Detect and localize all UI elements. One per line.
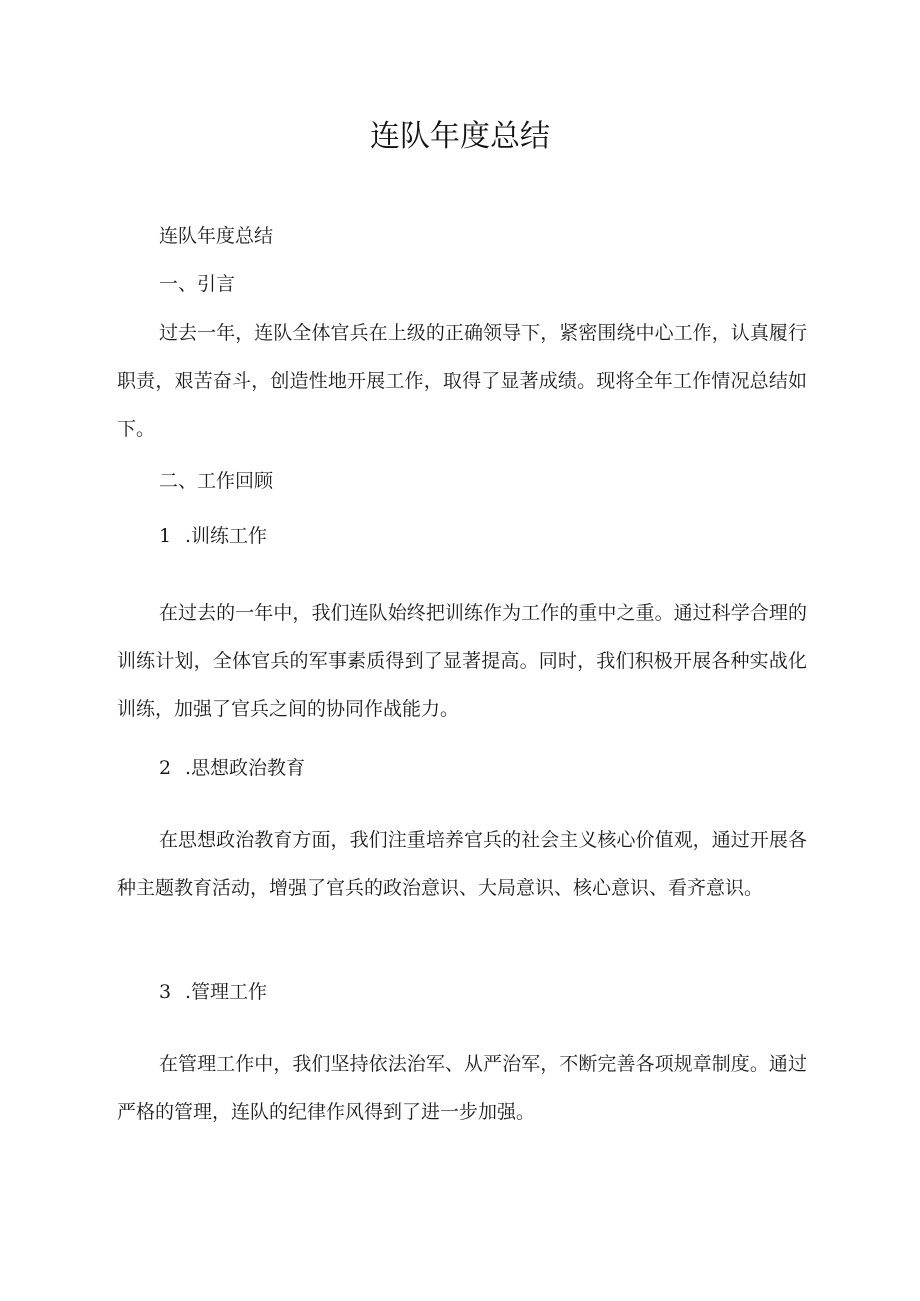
paragraph-political-education: 在思想政治教育方面，我们注重培养官兵的社会主义核心价值观，通过开展各种主题教育活动，增强了官兵的政治意识、大局意识、核心意识、看齐意识。 [117, 829, 807, 899]
subsection-heading-political-education [159, 744, 305, 792]
subsection-heading-training [159, 512, 267, 560]
subsection-heading-management [159, 968, 267, 1016]
paragraph-management: 在管理工作中，我们坚持依法治军、从严治军，不断完善各项规章制度。通过严格的管理，连队的纪律作风得到了进一步加强。 [117, 1053, 807, 1123]
section-heading-review: 二、工作回顾 [159, 470, 274, 492]
subsection-number: 3 [159, 981, 172, 1003]
section-heading-intro: 一、引言 [159, 273, 236, 295]
subsection-number: 2 [159, 757, 172, 779]
document-subtitle: 连队年度总结 [159, 225, 274, 247]
subsection-number: 1 [159, 525, 172, 547]
subsection-heading-text: .训练工作 [185, 525, 268, 547]
paragraph-intro: 过去一年，连队全体官兵在上级的正确领导下，紧密围绕中心工作，认真履行职责，艰苦奋斗，创造性地开展工作，取得了显著成绩。现将全年工作情况总结如下。 [117, 322, 807, 440]
subsection-heading-text: .思想政治教育 [185, 757, 306, 779]
subsection-heading-text: .管理工作 [185, 981, 268, 1003]
paragraph-training: 在过去的一年中，我们连队始终把训练作为工作的重中之重。通过科学合理的训练计划，全体官兵的军事素质得到了显著提高。同时，我们积极开展各种实战化训练，加强了官兵之间的协同作战能力。 [117, 602, 807, 720]
document-title: 连队年度总结 [370, 119, 550, 154]
